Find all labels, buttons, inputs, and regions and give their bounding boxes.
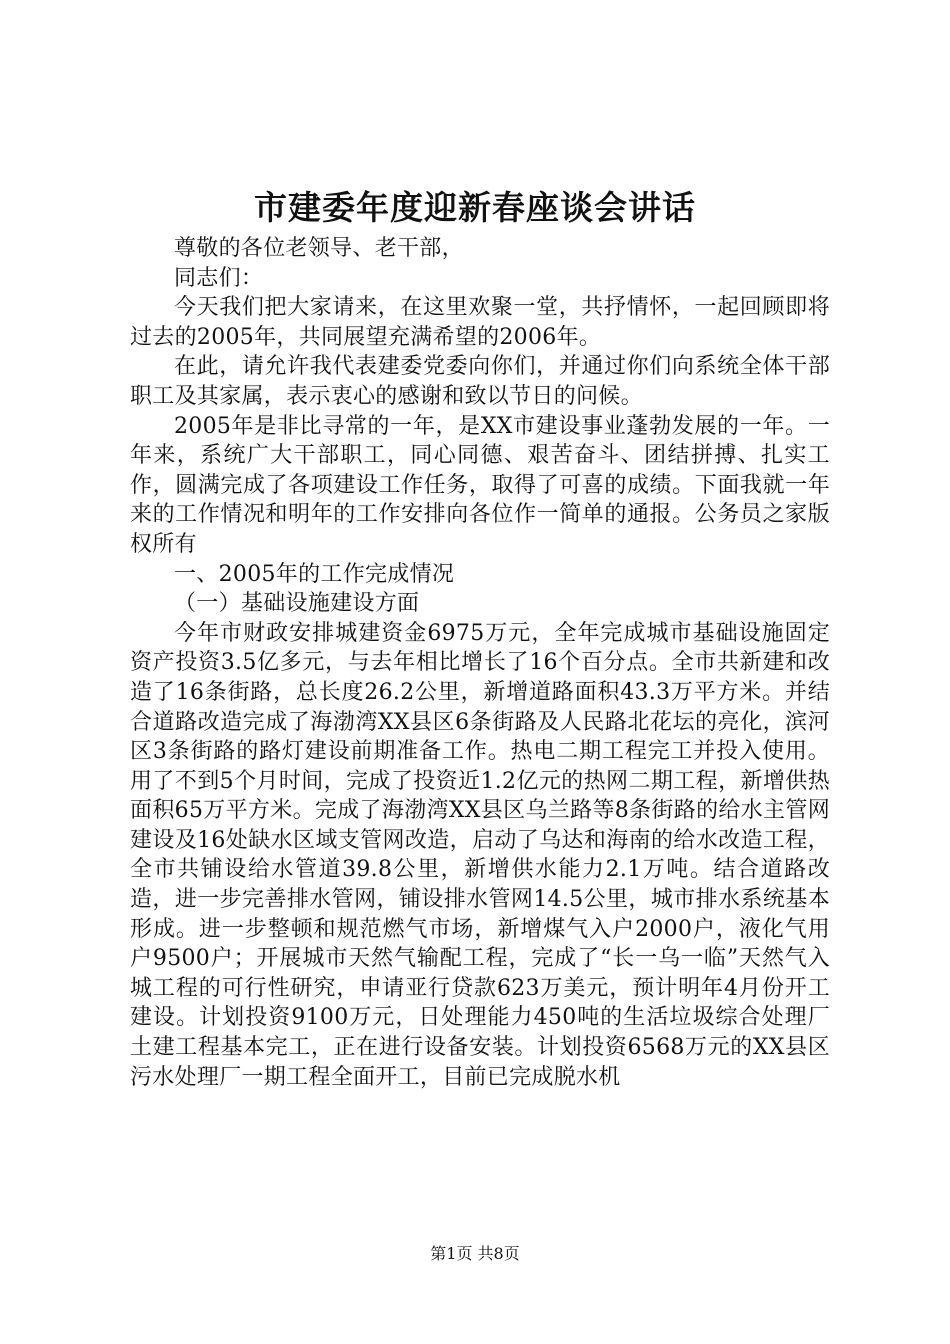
subsection-heading: （一）基础设施建设方面 (174, 591, 420, 617)
document-body (130, 234, 830, 1092)
page-number-footer: 第1页 共8页 (430, 1244, 520, 1263)
body-paragraph: 2005年是非比寻常的一年，是XX市建设事业蓬勃发展的一年。一年来，系统广大干部职工，同心同德、艰苦奋斗、团结拼搏、扎实工作，圆满完成了各项建设工作任务，取得了可喜的成绩。下面我就一年来的工作情况和明年的工作安排向各位作一简单的通报。公务员之家版权所有 (130, 413, 830, 557)
body-paragraph: 在此，请允许我代表建委党委向你们，并通过你们向系统全体干部职工及其家属，表示衷心的感谢和致以节日的问候。 (130, 354, 830, 409)
salutation-paragraph: 同志们： (174, 265, 264, 291)
document-title: 市建委年度迎新春座谈会讲话 (254, 188, 696, 227)
section-heading: 一、2005年的工作完成情况 (174, 561, 455, 587)
body-paragraph: 今天我们把大家请来，在这里欢聚一堂，共抒情怀，一起回顾即将过去的2005年，共同展望充满希望的2006年。 (130, 295, 830, 350)
salutation-paragraph: 尊敬的各位老领导、老干部， (174, 236, 464, 261)
body-paragraph: 今年市财政安排城建资金6975万元，全年完成城市基础设施固定资产投资3.5亿多元，与去年相比增长了16个百分点。全市共新建和改造了16条街路，总长度26.2公里，新增道路面积43.3万平方米。并结合道路改造完成了海渤湾XX县区6条街路及人民路北花坛的亮化，滨河区3条街路的路灯建设前期准备工作。热电二期工程完工并投入使用。用了不到5个月时间，完成了投资近1.2亿元的热网二期工程，新增供热面积65万平方米。完成了海渤湾XX县区乌兰路等8条街路的给水主管网建设及16处缺水区域支管网改造，启动了乌达和海南的给水改造工程，全市共铺设给水管道39.8公里，新增供水能力2.1万吨。结合道路改造，进一步完善排水管网，铺设排水管网14.5公里，城市排水系统基本形成。进一步整顿和规范燃气市场，新增煤气入户2000户，液化气用户9500户；开展城市天然气输配工程，完成了“长一乌一临”天然气入城工程的可行性研究，申请亚行贷款623万美元，预计明年4月份开工建设。计划投资9100万元，日处理能力450吨的生活垃圾综合处理厂土建工程基本完工，正在进行设备安装。计划投资6568万元的XX县区污水处理厂一期工程全面开工，目前已完成脱水机 (130, 620, 830, 1090)
